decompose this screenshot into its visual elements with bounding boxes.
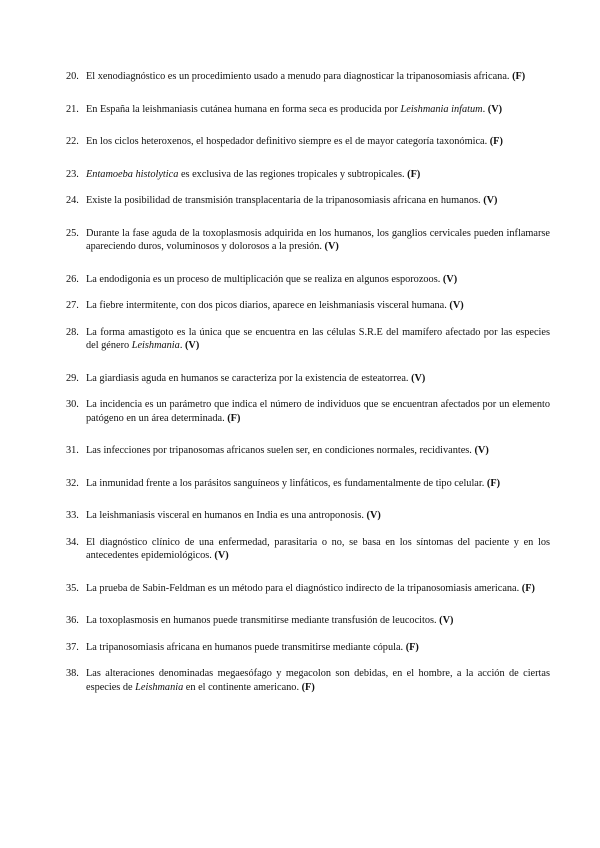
answer-mark: (F): [405, 641, 419, 653]
answer-mark: (V): [214, 550, 229, 561]
question-text: [86, 299, 550, 313]
question-item: [66, 509, 550, 523]
question-text-pre: La leishmaniasis visceral en humanos en India es una antroponosis.: [86, 510, 364, 521]
question-item: [66, 103, 550, 117]
question-item: [66, 299, 550, 313]
question-item: [66, 70, 550, 84]
question-list: [66, 70, 550, 694]
question-number: 20.: [66, 71, 79, 82]
question-item: [66, 398, 550, 425]
question-text-pre: La prueba de Sabin-Feldman es un método para el diagnóstico indirecto de la tripanosomiasis americana.: [86, 582, 520, 594]
answer-mark: (V): [324, 241, 339, 252]
question-text-pre: La giardiasis aguda en humanos se caracteriza por la existencia de esteatorrea.: [86, 372, 409, 384]
question-text-pre: La toxoplasmosis en humanos puede transmitirse mediante transfusión de leucocitos.: [86, 615, 437, 626]
question-number: 37.: [66, 641, 79, 653]
question-text: [86, 227, 550, 254]
question-number: 34.: [66, 536, 79, 548]
question-item: [66, 227, 550, 254]
question-number: 35.: [66, 582, 79, 594]
question-text-pre: En los ciclos heteroxenos, el hospedador definitivo siempre es el de mayor categoría taxonómica.: [86, 136, 488, 147]
question-text-italic: Leishmania: [135, 681, 184, 693]
question-number: 38.: [66, 668, 79, 679]
answer-mark: (V): [487, 103, 503, 115]
question-item: [66, 582, 550, 596]
question-text-pre: Las alteraciones denominadas megaesófago y megacolon son debidas, en el hombre, a la acción de ciertas especies de: [86, 668, 550, 693]
question-text-italic: Leishmania infatum: [400, 103, 483, 115]
question-text-post: .: [482, 103, 486, 115]
question-text: [86, 326, 550, 353]
question-text-pre: La forma amastigoto es la única que se encuentra en las células S.R.E del mamífero afectado por las especies del género: [86, 326, 550, 351]
question-text: [86, 372, 550, 386]
question-text-pre: La tripanosomiasis africana en humanos puede transmitirse mediante cópula.: [86, 641, 404, 653]
question-text: [86, 614, 550, 628]
question-text-pre: Existe la posibilidad de transmisión transplacentaria de la tripanosomiasis africana en humanos.: [86, 195, 481, 206]
question-number: 30.: [66, 399, 79, 410]
question-text: [86, 509, 550, 523]
answer-mark: (F): [489, 136, 503, 147]
question-text-pre: El diagnóstico clínico de una enfermedad, parasitaria o no, se basa en los síntomas del paciente y en los antecedentes epidemiológicos.: [86, 536, 550, 561]
question-text: [86, 103, 550, 117]
answer-mark: (V): [366, 510, 381, 521]
question-number: 27.: [66, 300, 79, 311]
question-number: 32.: [66, 477, 79, 489]
question-item: [66, 667, 550, 694]
question-text: [86, 477, 550, 491]
answer-mark: (F): [227, 412, 241, 424]
answer-mark: (V): [442, 273, 458, 285]
question-text: [86, 641, 550, 655]
question-item: [66, 372, 550, 386]
question-text-italic: Leishmania: [131, 340, 180, 351]
question-item: [66, 326, 550, 353]
question-item: [66, 273, 550, 287]
question-number: 24.: [66, 195, 79, 206]
answer-mark: (V): [411, 372, 426, 384]
question-number: 36.: [66, 615, 79, 626]
question-text-pre: Las infecciones por tripanosomas africanos suelen ser, en condiciones normales, recidivantes.: [86, 445, 472, 456]
question-text: [86, 70, 550, 84]
question-item: [66, 444, 550, 458]
question-number: 26.: [66, 273, 79, 285]
question-number: 33.: [66, 510, 79, 521]
answer-mark: (V): [439, 615, 454, 626]
answer-mark: (F): [301, 681, 315, 693]
question-text: [86, 444, 550, 458]
answer-mark: (F): [521, 582, 535, 594]
question-text: [86, 667, 550, 694]
answer-mark: (V): [449, 300, 464, 311]
question-text-pre: El xenodiagnóstico es un procedimiento usado a menudo para diagnosticar la tripanosomiasis africana.: [86, 71, 510, 82]
question-item: [66, 614, 550, 628]
question-number: 23.: [66, 168, 79, 180]
question-text: [86, 194, 550, 208]
question-number: 28.: [66, 326, 79, 338]
question-text-post: .: [179, 340, 183, 351]
question-text: [86, 273, 550, 287]
answer-mark: (V): [474, 445, 489, 456]
question-text-pre: Durante la fase aguda de la toxoplasmosis adquirida en los humanos, los ganglios cervicales pueden inflamarse apareciendo duros, voluminosos y dolorosos a la presión.: [86, 227, 550, 252]
answer-mark: (F): [407, 168, 421, 180]
question-text: [86, 536, 550, 563]
question-text: [86, 398, 550, 425]
question-text-pre: La fiebre intermitente, con dos picos diarios, aparece en leishmaniasis visceral humana.: [86, 300, 447, 311]
question-text-pre: La inmunidad frente a los parásitos sanguíneos y linfáticos, es fundamentalmente de tipo celular.: [86, 477, 485, 489]
question-item: [66, 194, 550, 208]
question-item: [66, 477, 550, 491]
answer-mark: (V): [184, 340, 200, 351]
answer-mark: (F): [512, 71, 526, 82]
question-number: 31.: [66, 445, 79, 456]
question-item: [66, 641, 550, 655]
answer-mark: (V): [483, 195, 498, 206]
question-number: 29.: [66, 372, 79, 384]
question-text-pre: La endodigonia es un proceso de multiplicación que se realiza en algunos esporozoos.: [86, 273, 441, 285]
question-text-pre: La incidencia es un parámetro que indica el número de individuos que se encuentran afectados por un elemento patógeno en un área determinada.: [86, 399, 550, 424]
question-item: [66, 168, 550, 182]
question-text-post: es exclusiva de las regiones tropicales y subtropicales.: [178, 168, 405, 180]
question-text-post: en el continente americano.: [183, 681, 300, 693]
question-text-italic: Entamoeba histolytica: [86, 168, 179, 180]
question-text: [86, 582, 550, 596]
question-text: [86, 135, 550, 149]
question-number: 25.: [66, 227, 79, 239]
question-item: [66, 536, 550, 563]
question-text-pre: En España la leishmaniasis cutánea humana en forma seca es producida por: [86, 103, 401, 115]
question-number: 21.: [66, 103, 79, 115]
question-text: [86, 168, 550, 182]
answer-mark: (F): [486, 477, 501, 489]
question-item: [66, 135, 550, 149]
question-number: 22.: [66, 136, 79, 147]
